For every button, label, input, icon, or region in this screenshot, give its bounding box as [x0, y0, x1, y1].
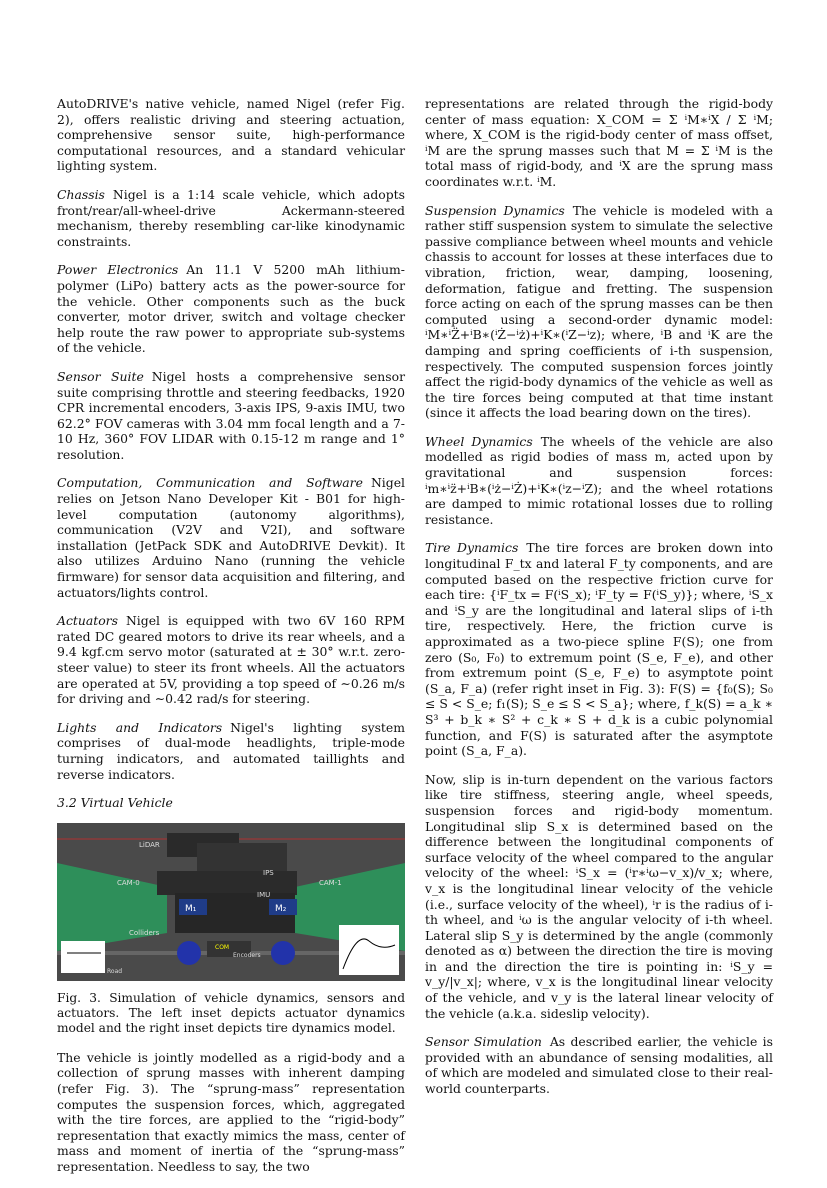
sensor-heading: Sensor Suite	[57, 368, 144, 384]
power-text: An 11.1 V 5200 mAh lithium-polymer (LiPo) battery acts as the power-source for the vehicle. Other components such as the buck converter, motor driver, switch and voltage checker help route the raw power to appropriate sub-systems of the vehicle.	[57, 262, 405, 356]
rigid-body-paragraph: The vehicle is jointly modelled as a rigid-body and a collection of sprung masses with inherent damping (refer Fig. 3). The “sprung-mass” representation computes the suspension forces, which, aggregated with the tire forces, are applied to the “rigid-body” representation that exactly mimics the mass, center of mass and moment of inertia of the “sprung-mass” representation. Needless to say, the two	[57, 1049, 405, 1174]
left-column	[57, 96, 405, 1188]
sensor-simulation-heading: Sensor Simulation	[425, 1034, 542, 1050]
m2-label: M₂	[275, 903, 287, 914]
tire-heading: Tire Dynamics	[425, 540, 519, 556]
m1-label: M₁	[185, 903, 197, 914]
figure-caption	[57, 991, 405, 1036]
chassis-text: Nigel is a 1:14 scale vehicle, which adopts front/rear/all-wheel-drive Ackermann-steered mechanism, thereby resembling car-like kinodynamic constraints.	[57, 186, 405, 249]
road-label: Road	[107, 967, 123, 975]
encoders-label: Encoders	[233, 951, 261, 959]
actuators-text: Nigel is equipped with two 6V 160 RPM rated DC geared motors to drive its rear wheels, and a 9.4 kgf.cm servo motor (saturated at ± 30° w.r.t. zero-steer value) to steer its front wheels. All the actuators are operated at 5V, providing a top speed of ∼0.26 m/s for driving and ∼0.42 rad/s for steering.	[57, 613, 405, 707]
lights-paragraph	[57, 720, 405, 782]
suspension-heading: Suspension Dynamics	[425, 202, 565, 218]
vehicle-simulation-figure	[57, 823, 405, 981]
ips-label: IPS	[263, 868, 274, 877]
wheel-text: The wheels of the vehicle are also modelled as rigid bodies of mass m, acted upon by gravitational and suspension forces: ⁱm∗ⁱz̈+ⁱB∗(ⁱż−ⁱŻ)+ⁱK∗(ⁱz−ⁱZ); and the wheel rotations are damped to mimic rotational losses due to rolling resistance.	[425, 433, 773, 527]
intro-paragraph: AutoDRIVE's native vehicle, named Nigel (refer Fig. 2), offers realistic driving and steering actuation, comprehensive sensor suite, high-performance computational resources, and a standard vehicular lighting system.	[57, 96, 405, 174]
actuators-paragraph	[57, 613, 405, 707]
vehicle-diagram	[57, 823, 405, 981]
tire-paragraph	[425, 540, 773, 758]
sensor-simulation-text: As described earlier, the vehicle is provided with an abundance of sensing modalities, all of which are modeled and simulated close to their real-world counterparts.	[425, 1034, 774, 1097]
wheel-paragraph	[425, 434, 773, 528]
imu-label: IMU	[257, 890, 271, 899]
chassis-heading: Chassis	[57, 186, 105, 202]
lidar-label: LiDAR	[139, 840, 160, 849]
caption-text: Simulation of vehicle dynamics, sensors and actuators. The left inset depicts actuator dynamics model and the right inset depicts tire dynamics model.	[57, 990, 406, 1035]
right-column	[425, 96, 773, 1110]
tire-text: The tire forces are broken down into longitudinal F_tx and lateral F_ty components, and are computed based on the respective friction curve for each tire: {ⁱF_tx = F(ⁱS_x); ⁱF_ty = F(ⁱS_y)}; where, ⁱS_x and ⁱS_y are the longitudinal and lateral slips of i-th tire, respectively. Here, the friction curve is approximated as a two-piece spline F(S); one from zero (S₀, F₀) to extremum point (S_e, F_e), and other from extremum point (S_e, F_e) to asymptote point (S_a, F_a) (refer right inset in Fig. 3): F(S) = {f₀(S); S₀ ≤ S < S_e; f₁(S); S_e ≤ S < S_a}; where, f_k(S) = a_k ∗ S³ + b_k ∗ S² + c_k ∗ S + d_k is a cubic polynomial function, and F(S) is saturated after the asymptote point (S_a, F_a).	[425, 540, 773, 759]
computation-text: Nigel relies on Jetson Nano Developer Kit - B01 for high-level computation (autonomy algorithms), communication (V2V and V2I), and software installation (JetPack SDK and AutoDRIVE Devkit). It also utilizes Arduino Nano (running the vehicle firmware) for sensor data acquisition and filtering, and actuators/lights control.	[57, 475, 405, 600]
com-label: COM	[215, 943, 230, 951]
colliders-label: Colliders	[129, 928, 160, 937]
caption-label: Fig. 3.	[57, 990, 101, 1005]
lights-heading: Lights and Indicators	[57, 719, 223, 735]
actuators-heading: Actuators	[57, 613, 118, 629]
sensor-simulation-paragraph	[425, 1034, 773, 1096]
cam0-label: CAM-0	[117, 878, 140, 887]
wheel-heading: Wheel Dynamics	[425, 433, 533, 449]
section-title: 3.2 Virtual Vehicle	[57, 795, 173, 811]
power-paragraph	[57, 262, 405, 356]
computation-heading: Computation, Communication and Software	[57, 475, 363, 491]
computation-paragraph	[57, 475, 405, 600]
suspension-text: The vehicle is modeled with a rather stiff suspension system to simulate the selective passive compliance between wheel mounts and vehicle chassis to account for losses at these interfaces due to vibration, friction, wear, damping, loosening, deformation, fatigue and fretting. The suspension force acting on each of the sprung masses can be then computed using a second-order dynamic model: ⁱM∗ⁱZ̈+ⁱB∗(ⁱŻ−ⁱż)+ⁱK∗(ⁱZ−ⁱz); where, ⁱB and ⁱK are the damping and spring coefficients of i-th suspension, respectively. The computed suspension forces jointly affect the rigid-body dynamics of the vehicle as well as the tire forces being computed at that time instant (since it affects the load bearing down on the tires).	[425, 202, 774, 421]
slip-paragraph: Now, slip is in-turn dependent on the various factors like tire stiffness, steering angle, wheel speeds, suspension forces and rigid-body momentum. Longitudinal slip S_x is determined based on the difference between the longitudinal components of surface velocity of the wheel compared to the angular velocity of the wheel: ⁱS_x = (ⁱr∗ⁱω−v_x)/v_x; where, v_x is the longitudinal linear velocity of the vehicle (i.e., surface velocity of the wheel), ⁱr is the radius of i-th wheel, and ⁱω is the angular velocity of i-th wheel. Lateral slip S_y is determined by the angle (commonly denoted as α) between the direction the tire is moving in and the direction the tire is pointing in: ⁱS_y = v_y/|v_x|; where, v_x is the longitudinal linear velocity of the vehicle, and v_y is the lateral linear velocity of the vehicle (a.k.a. sideslip velocity).	[425, 771, 773, 1021]
sensor-text: Nigel hosts a comprehensive sensor suite comprising throttle and steering feedbacks, 1920 CPR incremental encoders, 3-axis IPS, 9-axis IMU, two 62.2° FOV cameras with 3.04 mm focal length and a 7-10 Hz, 360° FOV LIDAR with 0.15-12 m range and 1° resolution.	[57, 368, 405, 462]
suspension-paragraph	[425, 203, 773, 421]
lights-text: Nigel's lighting system comprises of dual-mode headlights, triple-mode turning indicators, and automated taillights and reverse indicators.	[57, 719, 405, 782]
sensor-paragraph	[57, 369, 405, 463]
com-paragraph: representations are related through the rigid-body center of mass equation: X_COM = Σ ⁱM∗ⁱX / Σ ⁱM; where, X_COM is the rigid-body center of mass offset, ⁱM are the sprung masses such that M = Σ ⁱM is the total mass of rigid-body, and ⁱX are the sprung mass coordinates w.r.t. ⁱM.	[425, 96, 773, 189]
chassis-paragraph	[57, 187, 405, 249]
cam1-label: CAM-1	[319, 878, 342, 887]
power-heading: Power Electronics	[57, 262, 179, 278]
